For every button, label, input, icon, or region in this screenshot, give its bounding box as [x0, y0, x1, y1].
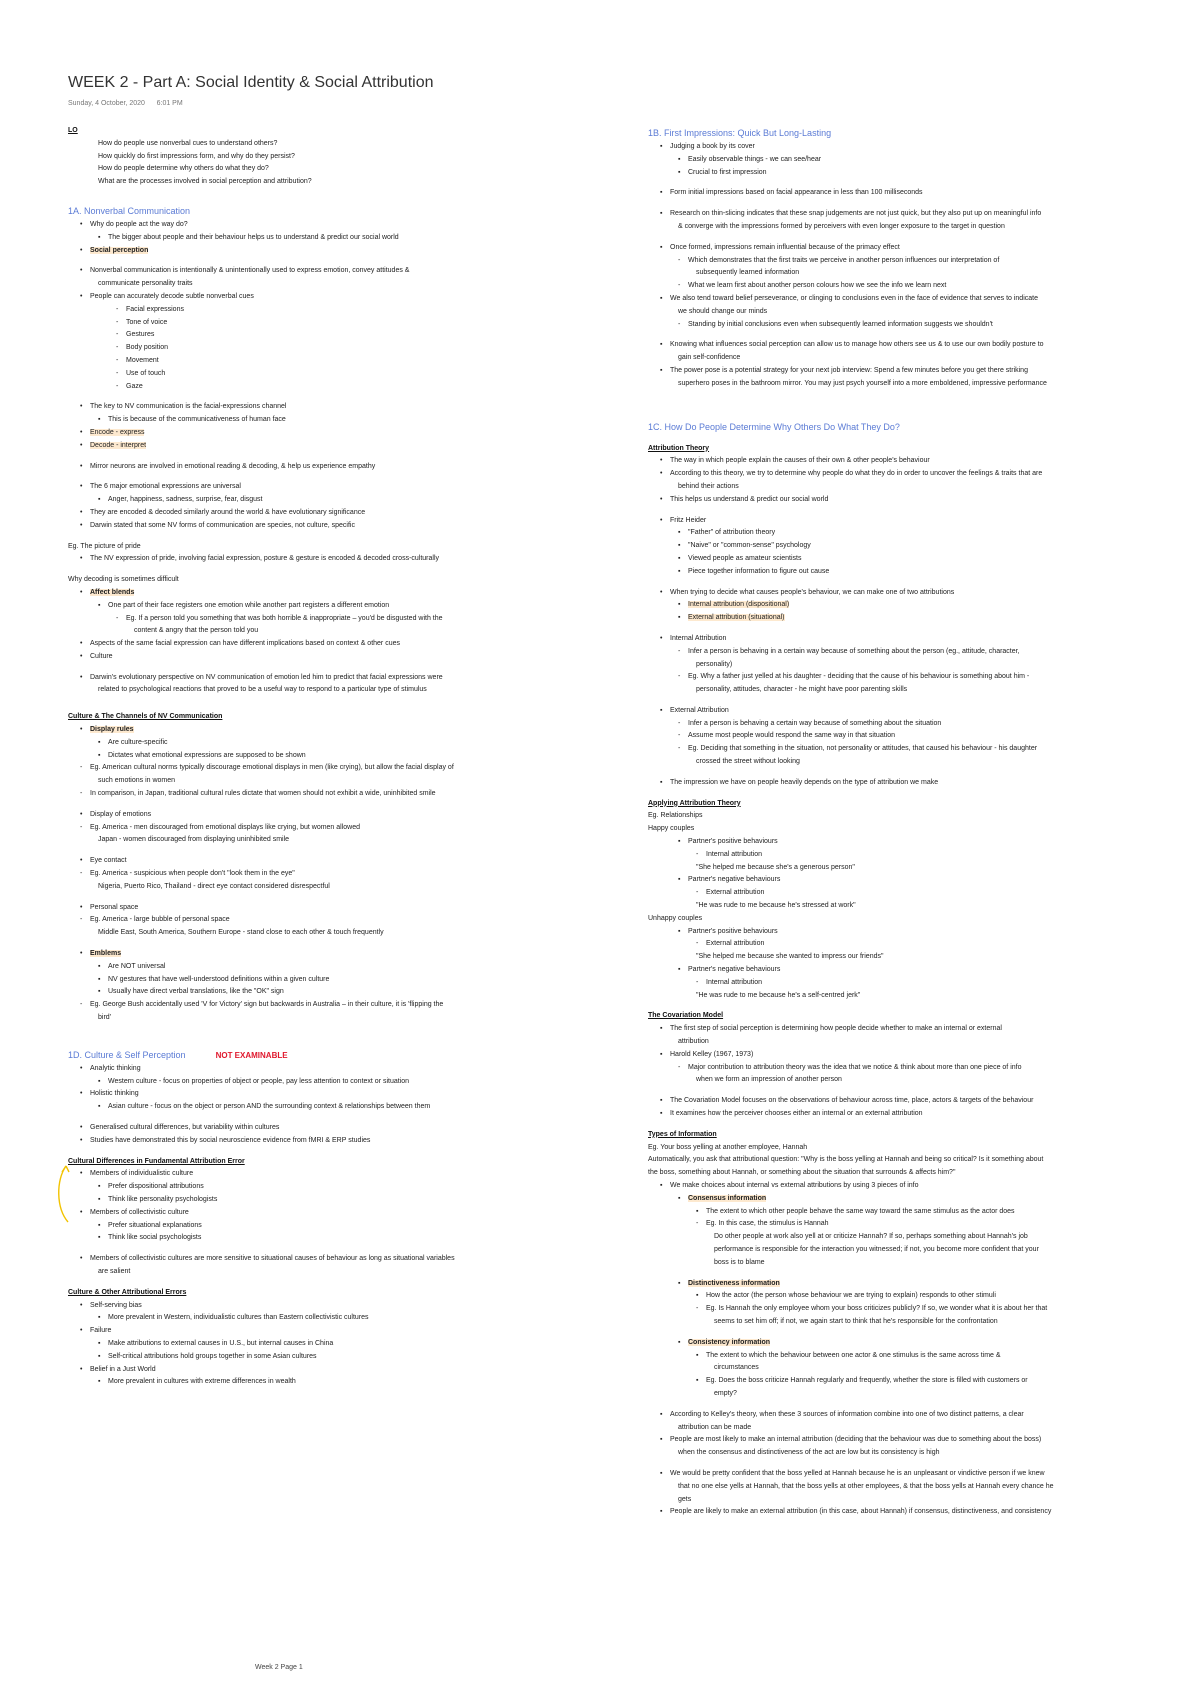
list-item: • Belief in a Just World: [80, 1364, 598, 1377]
list-item: - Eg. America - large bubble of personal space: [80, 914, 598, 927]
list-item: - Eg. America - suspicious when people don't "look them in the eye": [80, 868, 598, 881]
list-item: ▪ Think like social psychologists: [98, 1232, 598, 1245]
list-item: ▪ Prefer dispositional attributions: [98, 1181, 598, 1194]
list-item: ▪ Knowing what influences social perception can allow us to manage how others see us & to use our own bodily posture to: [660, 339, 1198, 352]
list-item: • Eye contact: [80, 855, 598, 868]
list-item: ▪ Are culture-specific: [98, 737, 598, 750]
lo-item: What are the processes involved in social perception and attribution?: [98, 178, 312, 186]
list-item: ▪ Make attributions to external causes in U.S., but internal causes in China: [98, 1338, 598, 1351]
attribution-theory-heading: Attribution Theory: [648, 444, 710, 452]
list-item: ▪ It examines how the perceiver chooses either an internal or an external attribution: [660, 1108, 1198, 1121]
list-item: - Use of touch: [116, 368, 598, 381]
list-item: • Mirror neurons are involved in emotional reading & decoding, & help us experience empathy: [80, 461, 598, 474]
list-item-cont: related to psychological reactions that proved to be a useful way to respond to a particular type of stimulus: [98, 686, 427, 694]
list-item: ▪ The power pose is a potential strategy for your next job interview: Spend a few minutes before you get there striking: [660, 365, 1198, 378]
list-item: • Why do people act the way do?: [80, 219, 598, 232]
list-item-cont: Do other people at work also yell at or criticize Hannah? If so, perhaps something about Hannah's job: [714, 1233, 1028, 1241]
list-item: - Body position: [116, 342, 598, 355]
list-item: • Internal Attribution: [660, 633, 1198, 646]
list-item: • Darwin stated that some NV forms of communication are species, not culture, specific: [80, 520, 598, 533]
list-item: - Which demonstrates that the first traits we perceive in another person influences our interpretation of: [678, 255, 1198, 268]
lo-item: How do people determine why others do what they do?: [98, 165, 269, 173]
list-item: ▪ People are most likely to make an internal attribution (deciding that the behaviour was due to something about the boss): [660, 1434, 1198, 1447]
list-item: ▪ Partner's positive behaviours: [678, 926, 1198, 939]
list-item: ▪ External attribution (situational): [678, 612, 1198, 625]
culture-nv-heading: Culture & The Channels of NV Communication: [68, 713, 223, 721]
list-item: ▪ Crucial to first impression: [678, 167, 1198, 180]
list-item: • Affect blends: [80, 587, 598, 600]
lo-label: LO: [68, 127, 78, 134]
list-item: - Internal attribution: [696, 977, 1198, 990]
list-item: • Encode - express: [80, 427, 598, 440]
list-item: - Eg. America - men discouraged from emotional displays like crying, but women allowed: [80, 822, 598, 835]
date-text: Sunday, 4 October, 2020: [68, 100, 145, 107]
list-item-cont: crossed the street without looking: [696, 758, 800, 766]
section-1b-heading: 1B. First Impressions: Quick But Long-Lasting: [648, 128, 832, 138]
list-item-cont: empty?: [714, 1389, 737, 1397]
list-item: ▪ Once formed, impressions remain influential because of the primacy effect: [660, 242, 1198, 255]
list-item: • Holistic thinking: [80, 1088, 598, 1101]
list-item: • According to this theory, we try to determine why people do what they do in order to uncover the feelings & traits that are: [660, 468, 1198, 481]
list-item: ▪ Harold Kelley (1967, 1973): [660, 1049, 1198, 1062]
list-item-cont: performance is responsible for the interaction you witnessed; if not, you become more confident that your: [714, 1245, 1039, 1253]
list-item-cont: "She helped me because she wanted to impress our friends": [696, 953, 884, 961]
list-item: • The way in which people explain the causes of their own & other people's behaviour: [660, 455, 1198, 468]
list-item: ▪ More prevalent in cultures with extreme differences in wealth: [98, 1376, 598, 1389]
list-item-cont: attribution can be made: [678, 1423, 752, 1431]
list-item-cont: Japan - women discouraged from displaying uninhibited smile: [98, 836, 290, 844]
list-item: ▪ NV gestures that have well-understood definitions within a given culture: [98, 974, 598, 987]
list-item: - Eg. Deciding that something in the situation, not personality or attitudes, that caused his behaviour - his daughter: [678, 743, 1198, 756]
section-1d-heading: 1D. Culture & Self Perception NOT EXAMINABLE: [68, 1049, 288, 1060]
list-item: ▪ Partner's positive behaviours: [678, 836, 1198, 849]
list-item: ▪ We also tend toward belief perseverance, or clinging to conclusions even in the face of evidence that serves to indicate: [660, 293, 1198, 306]
list-item: • Decode - interpret: [80, 440, 598, 453]
list-item-cont: content & angry that the person told you: [134, 627, 259, 635]
list-item: • Fritz Heider: [660, 515, 1198, 528]
page-title: WEEK 2 - Part A: Social Identity & Social Attribution: [68, 74, 434, 91]
list-item: Eg. Relationships: [648, 812, 703, 820]
list-item: - Movement: [116, 355, 598, 368]
list-item-cont: personality): [696, 660, 733, 668]
list-item: • This helps us understand & predict our social world: [660, 494, 1198, 507]
list-item: - External attribution: [696, 938, 1198, 951]
list-item: ▪ The extent to which the behaviour between one actor & one stimulus is the same across time &: [696, 1350, 1198, 1363]
list-item: Happy couples: [648, 825, 695, 833]
list-item: • Personal space: [80, 902, 598, 915]
hand-drawn-arrow-icon: [54, 1160, 74, 1226]
list-item-cont: & converge with the impressions formed by perceivers with even longer exposure to the target in question: [678, 222, 1005, 230]
list-item: Eg. Your boss yelling at another employee, Hannah: [648, 1143, 808, 1151]
list-item: • Generalised cultural differences, but variability within cultures: [80, 1122, 598, 1135]
list-item-cont: behind their actions: [678, 482, 739, 490]
list-item-cont: Nigeria, Puerto Rico, Thailand - direct eye contact considered disrespectful: [98, 882, 330, 890]
page-date: [68, 100, 183, 107]
list-item: • They are encoded & decoded similarly around the world & have evolutionary significance: [80, 507, 598, 520]
list-item: ▪ Piece together information to figure out cause: [678, 566, 1198, 579]
list-item-cont: we should change our minds: [678, 307, 768, 315]
list-item: • Aspects of the same facial expression can have different implications based on context & other cues: [80, 638, 598, 651]
section-1a-heading: 1A. Nonverbal Communication: [68, 205, 191, 216]
list-item: - Tone of voice: [116, 317, 598, 330]
list-item: - Eg. In this case, the stimulus is Hannah: [696, 1218, 1198, 1231]
list-item-cont: Middle East, South America, Southern Europe - stand close to each other & touch frequently: [98, 929, 384, 937]
list-item: - Eg. If a person told you something that was both horrible & inappropriate – you'd be disgusted with the: [116, 613, 598, 626]
list-item: ▪ External Attribution: [660, 705, 1198, 718]
list-item: ▪ The extent to which other people behave the same way toward the same stimulus as the actor does: [696, 1206, 1198, 1219]
subheading: Why decoding is sometimes difficult: [68, 576, 179, 584]
list-item: ▪ Prefer situational explanations: [98, 1220, 598, 1233]
list-item: ▪ Viewed people as amateur scientists: [678, 553, 1198, 566]
list-item: • Studies have demonstrated this by social neuroscience evidence from fMRI & ERP studies: [80, 1135, 598, 1148]
list-item-cont: communicate personality traits: [98, 280, 193, 288]
list-item: • When trying to decide what causes people's behaviour, we can make one of two attributions: [660, 587, 1198, 600]
list-item: • The key to NV communication is the facial-expressions channel: [80, 401, 598, 414]
example-line: Eg. The picture of pride: [68, 542, 141, 550]
list-item: ▪ Western culture - focus on properties of object or people, pay less attention to context or situation: [98, 1076, 598, 1089]
list-item-cont: when we form an impression of another person: [696, 1076, 842, 1084]
list-item-cont: attribution: [678, 1038, 709, 1046]
list-item: - Eg. Why a father just yelled at his daughter - deciding that the cause of his behaviour is something about him -: [678, 671, 1198, 684]
list-item: ▪ Distinctiveness information: [678, 1278, 1198, 1291]
list-item: ▪ How the actor (the person whose behaviour we are trying to explain) responds to other stimuli: [696, 1290, 1198, 1303]
cult-fae-heading: Cultural Differences in Fundamental Attribution Error: [68, 1157, 245, 1165]
list-item: • Emblems: [80, 948, 598, 961]
list-item: • The NV expression of pride, involving facial expression, posture & gesture is encoded & decoded cross-culturally: [80, 553, 598, 566]
list-item-cont: subsequently learned information: [696, 269, 800, 277]
list-item: ▪ Easily observable things - we can see/hear: [678, 154, 1198, 167]
list-item: ▪ We make choices about internal vs external attributions by using 3 pieces of info: [660, 1180, 1198, 1193]
list-item: ▪ The Covariation Model focuses on the observations of behaviour across time, place, actors & targets of the behaviour: [660, 1095, 1198, 1108]
list-item: - Gestures: [116, 329, 598, 342]
list-item-cont: superhero poses in the bathroom mirror. You may just psych yourself into a more emboldened, impressive performance: [678, 379, 1047, 387]
list-item: ▪ Are NOT universal: [98, 961, 598, 974]
cult-other-heading: Culture & Other Attributional Errors: [68, 1288, 187, 1296]
list-item: - Infer a person is behaving a certain way because of something about the situation: [678, 718, 1198, 731]
list-item: - Standing by initial conclusions even when subsequently learned information suggests we shouldn't: [678, 319, 1198, 332]
list-item: - Eg. American cultural norms typically discourage emotional displays in men (like crying), but allow the facial display of: [80, 762, 598, 775]
list-item-cont: gain self-confidence: [678, 354, 741, 362]
list-item: - Facial expressions: [116, 304, 598, 317]
list-item: ▪ Think like personality psychologists: [98, 1194, 598, 1207]
list-item-cont: "He was rude to me because he's stressed at work": [696, 902, 856, 910]
list-item: ▪ Eg. Does the boss criticize Hannah regularly and frequently, whether the store is filled with customers or: [696, 1375, 1198, 1388]
list-item-cont: that no one else yells at Hannah, that the boss yells at other employees, & that the boss yells at Hannah every chance he: [678, 1482, 1054, 1490]
list-item: • Members of collectivistic cultures are more sensitive to situational causes of behaviour as long as situational variables: [80, 1253, 598, 1266]
list-item: • Display rules: [80, 724, 598, 737]
types-heading: Types of Information: [648, 1130, 717, 1138]
list-item-cont: "She helped me because she's a generous person": [696, 863, 855, 871]
list-item: ▪ This is because of the communicativeness of human face: [98, 414, 598, 427]
list-item: - Major contribution to attribution theory was the idea that we notice & think about more than one piece of info: [678, 1062, 1198, 1075]
list-item-cont: boss is to blame: [714, 1258, 765, 1266]
right-column: [648, 125, 1198, 1519]
list-item: ▪ Asian culture - focus on the object or person AND the surrounding context & relationships between them: [98, 1101, 598, 1114]
left-column: [68, 125, 598, 1389]
lo-item: How quickly do first impressions form, and why do they persist?: [98, 152, 295, 160]
list-item: • Culture: [80, 651, 598, 664]
list-item: ▪ People are likely to make an external attribution (in this case, about Hannah) if consensus, distinctiveness, and consistency: [660, 1506, 1198, 1519]
list-item: • Failure: [80, 1325, 598, 1338]
list-item: - What we learn first about another person colours how we see the info we learn next: [678, 280, 1198, 293]
lo-item: How do people use nonverbal cues to understand others?: [98, 139, 278, 147]
list-item: • Members of collectivistic culture: [80, 1207, 598, 1220]
list-item: ▪ Anger, happiness, sadness, surprise, fear, disgust: [98, 494, 598, 507]
list-item-cont: "He was rude to me because he's a self-centred jerk": [696, 991, 861, 999]
list-item: ▪ Consensus information: [678, 1193, 1198, 1206]
list-item: ▪ Partner's negative behaviours: [678, 874, 1198, 887]
list-item: ▪ Dictates what emotional expressions are supposed to be shown: [98, 750, 598, 763]
list-item: ▪ "Naive" or "common-sense" psychology: [678, 540, 1198, 553]
covariation-heading: The Covariation Model: [648, 1012, 724, 1020]
list-item: Automatically, you ask that attributional question: "Why is the boss yelling at Hannah and being so critical? Is it something about: [648, 1156, 1044, 1164]
list-item: ▪ The impression we have on people heavily depends on the type of attribution we make: [660, 777, 1198, 790]
list-item: ▪ More prevalent in Western, individualistic cultures than Eastern collectivistic cultures: [98, 1312, 598, 1325]
list-item: • Nonverbal communication is intentionally & unintentionally used to express emotion, convey attitudes &: [80, 265, 598, 278]
list-item: - In comparison, in Japan, traditional cultural rules dictate that women should not exhibit a wide, uninhibited smile: [80, 788, 598, 801]
time-text: 6:01 PM: [156, 100, 183, 107]
list-item: ▪ Judging a book by its cover: [660, 141, 1198, 154]
list-item: ▪ One part of their face registers one emotion while another part registers a different emotion: [98, 600, 598, 613]
list-item: ▪ Consistency information: [678, 1337, 1198, 1350]
list-item: - Eg. George Bush accidentally used 'V for Victory' sign but backwards in Australia – in their culture, it is 'flipping the: [80, 999, 598, 1012]
list-item: • Members of individualistic culture: [80, 1168, 598, 1181]
list-item: ▪ Usually have direct verbal translations, like the "OK" sign: [98, 986, 598, 999]
list-item-cont: when the consensus and distinctiveness of the act are low but its consistency is high: [678, 1449, 940, 1457]
list-item-cont: personality, attitudes, character - he might have poor parenting skills: [696, 686, 908, 694]
list-item: - Internal attribution: [696, 849, 1198, 862]
list-item: - Infer a person is behaving in a certain way because of something about the person (eg., attitude, character,: [678, 646, 1198, 659]
list-item-cont: circumstances: [714, 1364, 759, 1372]
list-item: ▪ "Father" of attribution theory: [678, 527, 1198, 540]
applying-heading: Applying Attribution Theory: [648, 799, 741, 807]
list-item: - External attribution: [696, 887, 1198, 900]
list-item: • Darwin's evolutionary perspective on NV communication of emotion led him to predict that facial expressions were: [80, 672, 598, 685]
section-1c-heading: 1C. How Do People Determine Why Others Do What They Do?: [648, 421, 900, 432]
list-item: ▪ The bigger about people and their behaviour helps us to understand & predict our social world: [98, 232, 598, 245]
list-item: ▪ Research on thin-slicing indicates that these snap judgements are not just quick, but they also put up on meaningful info: [660, 208, 1198, 221]
list-item: Unhappy couples: [648, 914, 703, 922]
list-item: • Self-serving bias: [80, 1300, 598, 1313]
list-item-cont: bird': [98, 1014, 112, 1022]
list-item: - Assume most people would respond the same way in that situation: [678, 730, 1198, 743]
list-item: ▪ Form initial impressions based on facial appearance in less than 100 milliseconds: [660, 187, 1198, 200]
list-item: ▪ Self-critical attributions hold groups together in some Asian cultures: [98, 1351, 598, 1364]
list-item: ▪ Internal attribution (dispositional): [678, 599, 1198, 612]
list-item: ▪ According to Kelley's theory, when these 3 sources of information combine into one of two distinct patterns, a clear: [660, 1409, 1198, 1422]
list-item: • People can accurately decode subtle nonverbal cues: [80, 291, 598, 304]
list-item-cont: gets: [678, 1495, 692, 1503]
list-item: ▪ We would be pretty confident that the boss yelled at Hannah because he is an unpleasant or vindictive person if we knew: [660, 1468, 1198, 1481]
page-footer: Week 2 Page 1: [255, 1664, 303, 1671]
list-item: - Eg. Is Hannah the only employee whom your boss criticizes publicly? If so, we wonder what it is about her that: [696, 1303, 1198, 1316]
list-item: - Gaze: [116, 381, 598, 394]
not-examinable-label: NOT EXAMINABLE: [215, 1050, 288, 1060]
list-item: ▪ The first step of social perception is determining how people decide whether to make an internal or external: [660, 1023, 1198, 1036]
list-item: • The 6 major emotional expressions are universal: [80, 481, 598, 494]
list-item: • Social perception: [80, 245, 598, 258]
list-item: • Display of emotions: [80, 809, 598, 822]
list-item: ▪ Partner's negative behaviours: [678, 964, 1198, 977]
list-item-cont: such emotions in women: [98, 777, 176, 785]
list-item-cont: seems to set him off; if not, we again start to think that he's responsible for the confrontation: [714, 1317, 998, 1325]
list-item: • Analytic thinking: [80, 1063, 598, 1076]
list-item-cont: are salient: [98, 1267, 131, 1275]
list-item: the boss, something about Hannah, or something about the situation that surrounds & affects him?": [648, 1169, 956, 1177]
